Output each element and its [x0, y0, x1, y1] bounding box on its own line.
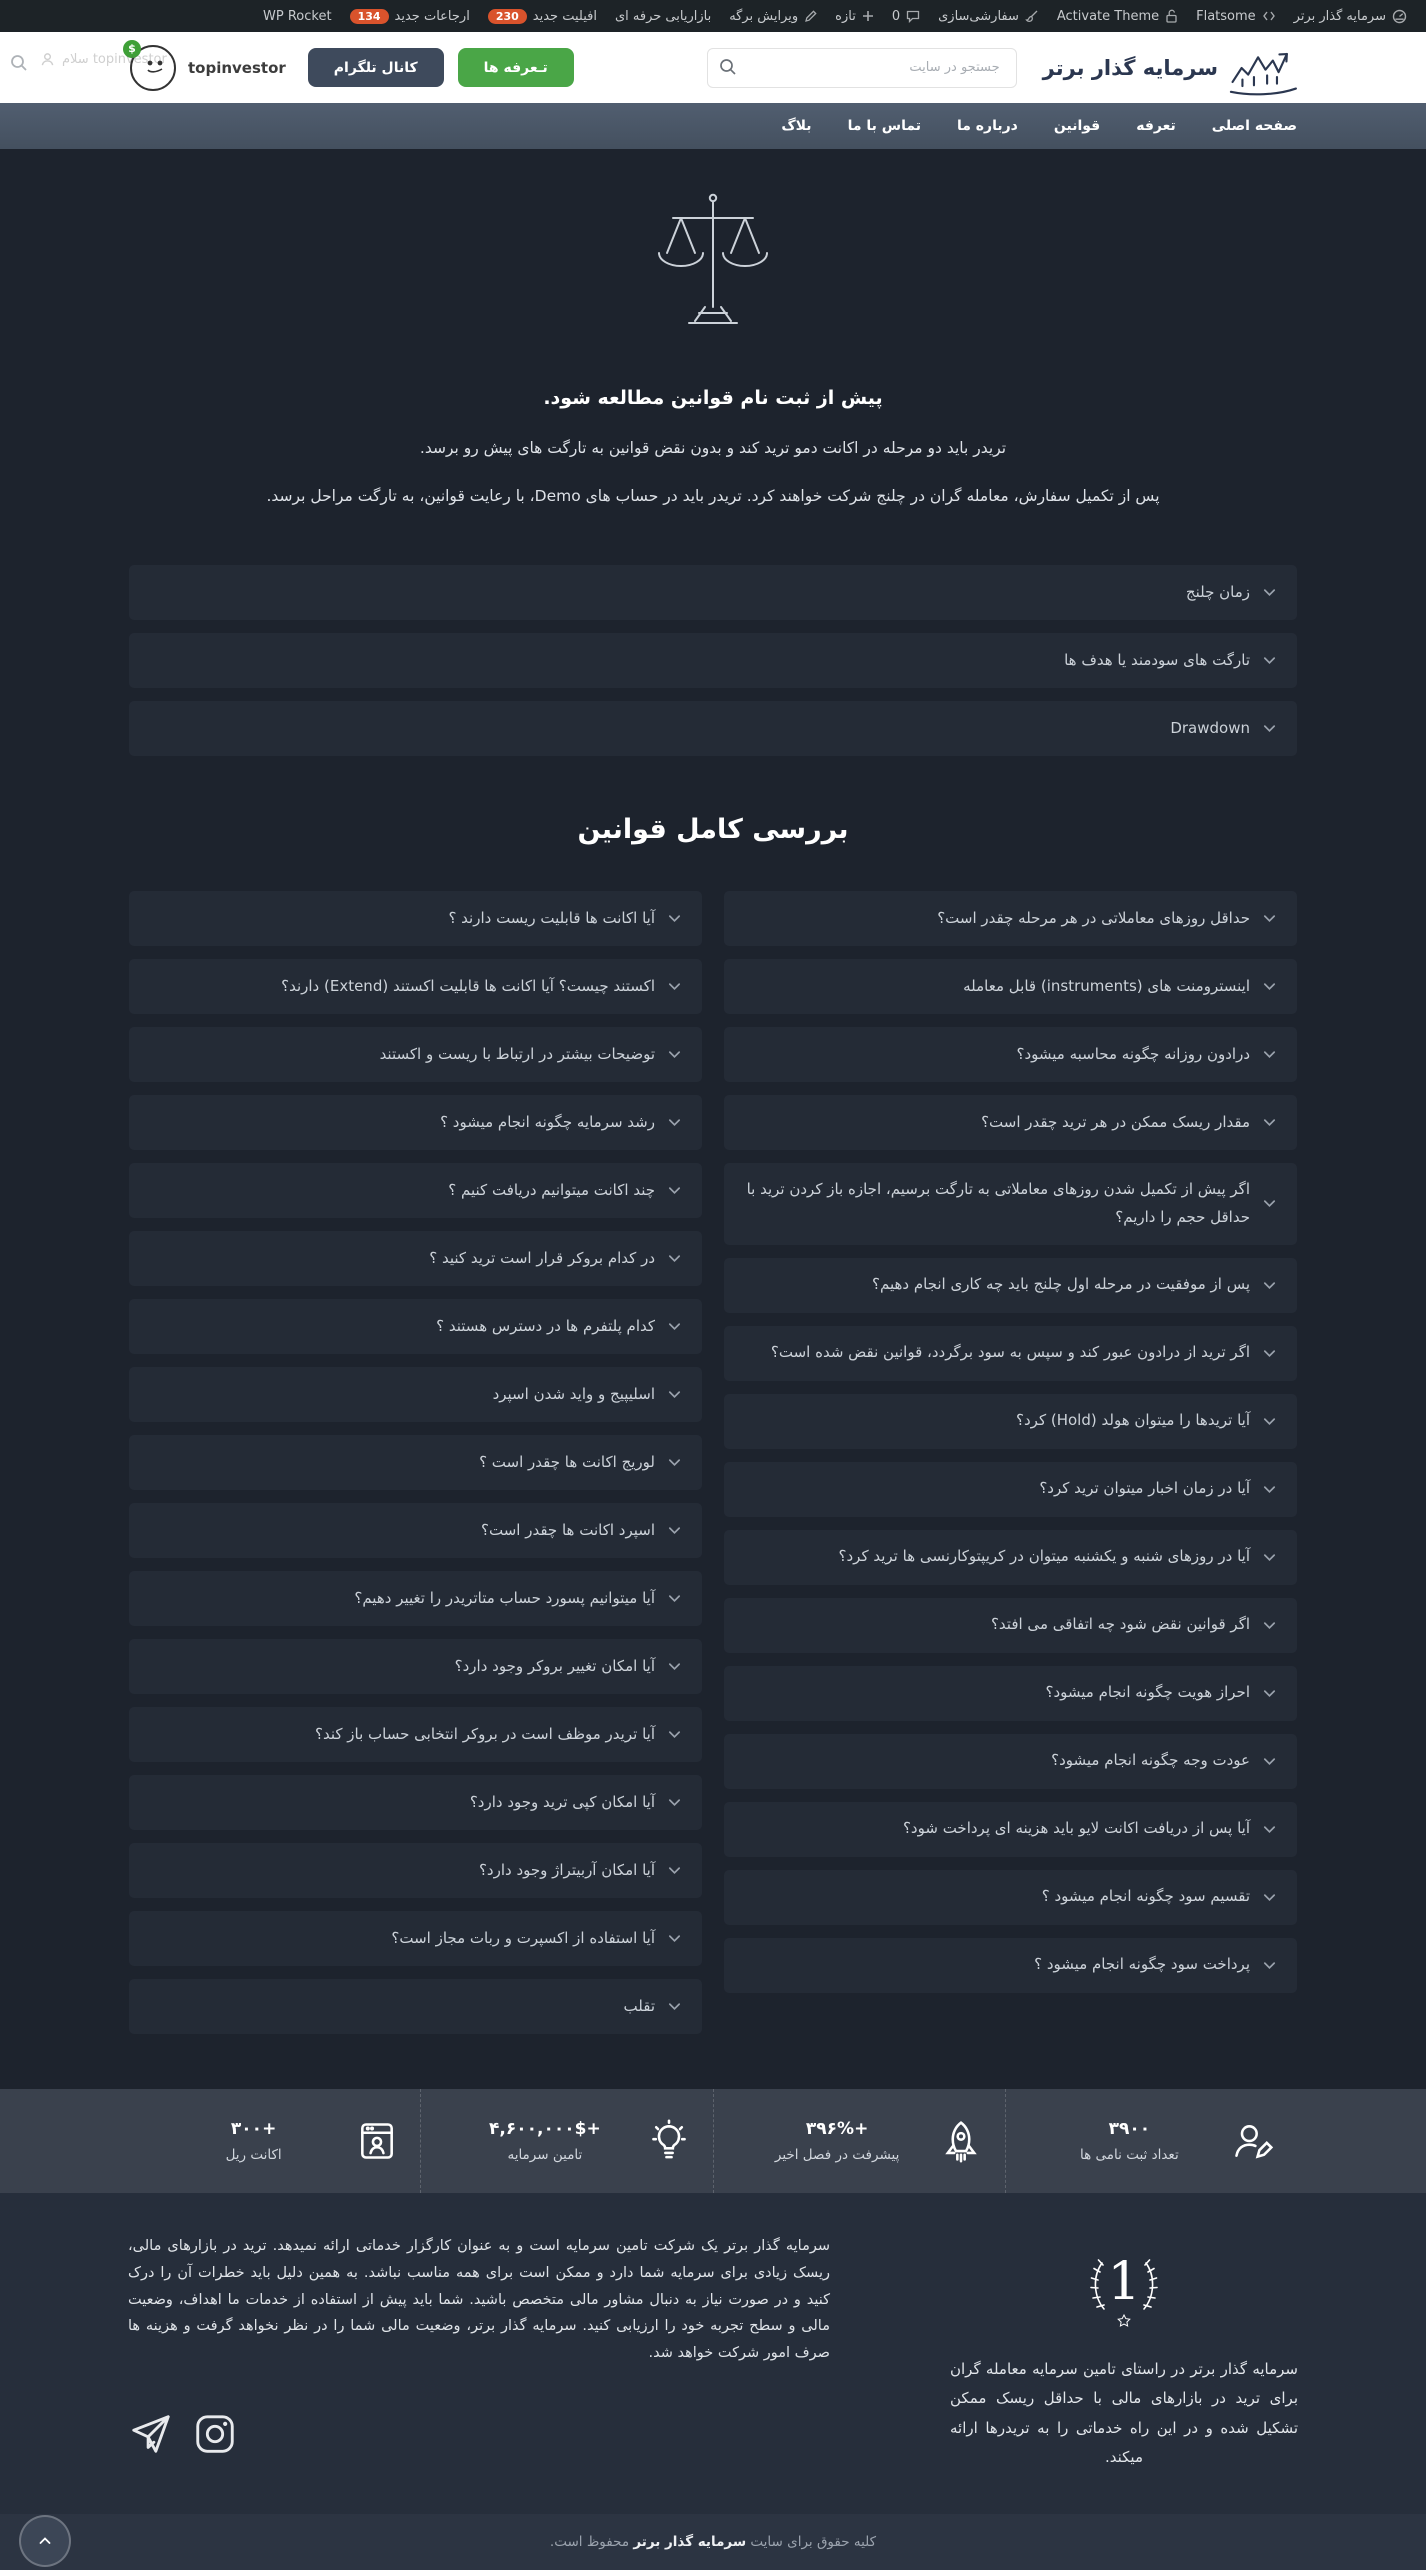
faq-question: در کدام بروکر قرار است ترید کنید ؟	[429, 1248, 655, 1267]
chevron-down-icon	[1262, 1278, 1277, 1293]
faq-question: توضیحات بیشتر در ارتباط با ریست و اکستند	[379, 1044, 655, 1063]
faq-question: آیا میتوانیم پسورد حساب متاتریدر را تغییر دهیم؟	[354, 1588, 655, 1607]
faq-column-left	[129, 891, 702, 2034]
admin-flatsome-label: Flatsome	[1196, 8, 1256, 24]
faq-question: رشد سرمایه چگونه انجام میشود ؟	[440, 1112, 655, 1131]
dashboard-gauge-icon	[1392, 9, 1407, 24]
search-input[interactable]	[707, 48, 1017, 88]
bull-logo-icon	[1226, 39, 1300, 97]
stat-registrations	[1006, 2089, 1297, 2193]
search-icon[interactable]	[719, 58, 737, 76]
nav-item[interactable]: صفحه اصلی	[1211, 118, 1297, 134]
avatar-dollar-badge: $	[123, 40, 141, 58]
faq-grid	[129, 891, 1297, 2034]
faq-accordion-item[interactable]	[129, 891, 702, 946]
affiliate-count-badge: 230	[488, 9, 527, 24]
site-logo[interactable]	[1043, 39, 1300, 97]
telegram-channel-button[interactable]: کانال تلگرام	[308, 48, 444, 87]
footer-about-text: سرمایه گذار برتر در راستای تامین سرمایه معامله گران برای ترید در بازارهای مالی با حداقل ریسک ممکن تشکیل شده و در این راه خدماتی را به تریدرها ارائه میکند.	[950, 2360, 1298, 2466]
faq-accordion-item[interactable]	[129, 1503, 702, 1558]
chevron-down-icon	[1262, 1482, 1277, 1497]
faq-accordion-item[interactable]	[129, 1639, 702, 1694]
faq-question: اگر ترید از درادون عبور کند و سپس به سود برگردد، قوانین نقض شده است؟	[770, 1343, 1250, 1362]
rocket-icon	[939, 2119, 983, 2163]
faq-accordion-item[interactable]	[724, 1394, 1297, 1449]
hero-line1: تریدر باید دو مرحله در اکانت دمو ترید کند و بدون نقض قوانین به تارگت های پیش رو برسد.	[419, 439, 1007, 457]
faq-accordion-item[interactable]	[129, 1027, 702, 1082]
chevron-down-icon	[667, 1523, 682, 1538]
chevron-down-icon	[1262, 1550, 1277, 1565]
chevron-down-icon	[1262, 1686, 1277, 1701]
faq-accordion-item[interactable]	[724, 1802, 1297, 1857]
chevron-down-icon	[667, 911, 682, 926]
site-header	[0, 32, 1426, 103]
chevron-down-icon	[1262, 1414, 1277, 1429]
chevron-down-icon	[667, 1659, 682, 1674]
faq-question: اسلیپیج و واید شدن اسپرد	[492, 1384, 655, 1403]
faq-question: اسپرد اکانت ها چقدر است؟	[481, 1520, 655, 1539]
nav-item[interactable]: درباره ما	[956, 118, 1018, 134]
referrals-count-badge: 134	[350, 9, 389, 24]
faq-accordion-item[interactable]	[129, 1095, 702, 1150]
faq-question: عودت وجه چگونه انجام میشود؟	[1051, 1751, 1250, 1770]
faq-accordion-item[interactable]	[129, 1843, 702, 1898]
faq-question: حداقل روزهای معاملاتی در هر مرحله چقدر است؟	[937, 908, 1250, 927]
faq-accordion-item[interactable]	[724, 1163, 1297, 1245]
stats-bar	[0, 2089, 1426, 2193]
hero-line2: پس از تکمیل سفارش، معامله گران در چلنج شرکت خواهند کرد. تریدر باید در حساب های Demo، با رعایت قوانین، به تارگت مراحل برسد.	[266, 487, 1160, 505]
faq-accordion-item[interactable]	[724, 1462, 1297, 1517]
faq-question: آیا تریدر موظف است در بروکر انتخابی حساب باز کند؟	[315, 1724, 655, 1743]
accordion-item[interactable]	[129, 701, 1297, 756]
faq-question: لوریج اکانت ها چقدر است ؟	[479, 1452, 655, 1471]
faq-accordion-item[interactable]	[724, 1326, 1297, 1381]
top-accordions	[129, 565, 1297, 756]
faq-question: آیا پس از دریافت اکانت لایو باید هزینه ای پرداخت شود؟	[902, 1819, 1250, 1838]
stat-real-accounts	[129, 2089, 421, 2193]
faq-accordion-item[interactable]	[724, 959, 1297, 1014]
admin-edit-label: ویرایش برگه	[729, 8, 799, 24]
unlock-icon	[1165, 9, 1178, 23]
ghost-greeting	[40, 52, 167, 67]
stat-funding	[421, 2089, 713, 2193]
faq-column-right	[724, 891, 1297, 1993]
scroll-to-top-button[interactable]	[19, 2515, 71, 2567]
account-card-icon	[356, 2119, 398, 2163]
laurel-number-one-icon	[1066, 2237, 1182, 2329]
user-edit-icon	[1231, 2119, 1275, 2163]
justice-scales-icon	[642, 191, 784, 341]
stat-progress	[714, 2089, 1006, 2193]
faq-question: آیا امکان آربیتراژ وجود دارد؟	[478, 1860, 655, 1879]
chevron-down-icon	[1262, 1047, 1277, 1062]
faq-question: آیا اکانت ها قابلیت ریست دارند ؟	[448, 908, 655, 927]
main-nav	[0, 103, 1426, 149]
nav-item[interactable]: بلاگ	[781, 118, 812, 134]
nav-item[interactable]: قوانین	[1053, 118, 1101, 134]
nav-items	[129, 118, 1297, 134]
chevron-down-icon	[667, 979, 682, 994]
faq-accordion-item[interactable]	[129, 1163, 702, 1218]
faq-accordion-item[interactable]	[129, 1707, 702, 1762]
wp-admin-bar	[0, 0, 1426, 32]
sticky-search-icon[interactable]	[10, 54, 28, 72]
user-icon	[40, 52, 55, 67]
admin-wp-rocket-label: WP Rocket	[263, 8, 332, 24]
chevron-up-icon	[37, 2533, 53, 2549]
faq-accordion-item[interactable]	[724, 1734, 1297, 1789]
admin-new-label: تازه	[835, 8, 856, 24]
accordion-item[interactable]	[129, 633, 1297, 688]
faq-accordion-item[interactable]	[129, 1367, 702, 1422]
tariffs-button[interactable]: تـعرفه ها	[458, 48, 574, 87]
chevron-down-icon	[667, 1115, 682, 1130]
faq-question: آیا در روزهای شنبه و یکشنبه میتوان در کریپتوکارنسی ها ترید کرد؟	[838, 1547, 1250, 1566]
admin-site-name: سرمایه گذار برتر	[1293, 8, 1386, 24]
faq-accordion-item[interactable]	[129, 1231, 702, 1286]
faq-accordion-item[interactable]	[129, 1435, 702, 1490]
ghost-greeting-text: سلام topinvestor	[62, 52, 167, 67]
chevron-down-icon	[667, 1727, 682, 1742]
chevron-down-icon	[1262, 1196, 1277, 1211]
nav-item[interactable]: تماس با ما	[847, 118, 921, 134]
admin-referrals[interactable]	[341, 0, 479, 32]
chevron-down-icon	[667, 1591, 682, 1606]
faq-accordion-item[interactable]	[724, 1530, 1297, 1585]
chevron-down-icon	[1262, 1822, 1277, 1837]
faq-accordion-item[interactable]	[724, 1666, 1297, 1721]
faq-accordion-item[interactable]	[724, 1598, 1297, 1653]
faq-question: اگر پیش از تکمیل شدن روزهای معاملاتی به تارگت برسیم، اجازه باز کردن ترید با حداقل حجم را داریم؟	[746, 1180, 1250, 1226]
admin-site-menu[interactable]	[1285, 0, 1416, 32]
faq-question: اینسترومنت های (instruments) قابل معامله	[963, 976, 1250, 995]
admin-flatsome[interactable]	[1187, 0, 1285, 32]
admin-comments-count: 0	[891, 8, 901, 24]
faq-accordion-item[interactable]	[129, 1775, 702, 1830]
faq-accordion-item[interactable]	[129, 1299, 702, 1354]
stat-value: +۳۹۶%	[805, 2119, 869, 2139]
admin-marketing-label: بازاریابی حرفه ای	[614, 8, 712, 24]
footer-disclaimer-text: سرمایه گذار برتر یک شرکت تامین سرمایه است و به عنوان کارگزار خدماتی ارائه نمیدهد. ترید در بازارهای مالی، ریسک زیادی برای سرمایه شما دارد و ممکن است برای همه مناسب نباشد. به همین دلیل باید خطرات آن را درک کنید و در صورت نیاز به دنبال مشاور مالی متخصص باشید. شما باید پیش از استفاده از خدمات ما اهداف، وضعیت مالی و سطح تجربه خود را ارزیابی کنید. سرمایه گذار برتر، وضعیت مالی شما را در نظر نخواهد گرفت و هزینه ها صرف امور شرکت خواهد شد.	[128, 2238, 830, 2362]
comment-bubble-icon	[906, 10, 920, 23]
chevron-down-icon	[667, 1251, 682, 1266]
faq-accordion-item[interactable]	[724, 1938, 1297, 1993]
chevron-down-icon	[1262, 721, 1277, 736]
logo-text: سرمایه گذار برتر	[1042, 55, 1218, 80]
faq-question: مقدار ریسک ممکن در هر ترید چقدر است؟	[981, 1112, 1250, 1131]
admin-edit-page[interactable]	[720, 0, 826, 32]
chevron-down-icon	[1262, 1890, 1277, 1905]
chevron-down-icon	[667, 1999, 682, 2014]
admin-customize-label: سفارشی‌سازی	[938, 8, 1019, 24]
copyright-text	[550, 2534, 876, 2550]
chevron-down-icon	[1262, 585, 1277, 600]
admin-new[interactable]	[826, 0, 883, 32]
faq-question: آیا تریدها را میتوان هولد (Hold) کرد؟	[1016, 1411, 1250, 1430]
admin-referrals-label: ارجاعات جدید	[394, 8, 470, 24]
copyright-prefix: کلیه حقوق برای سایت	[750, 2534, 877, 2550]
chevron-down-icon	[1262, 1754, 1277, 1769]
chevron-down-icon	[667, 1455, 682, 1470]
footer-about-column	[950, 2233, 1298, 2472]
pencil-icon	[804, 10, 817, 23]
lightbulb-icon	[647, 2119, 691, 2163]
admin-activate-theme[interactable]	[1048, 0, 1187, 32]
instagram-icon[interactable]	[192, 2411, 238, 2457]
chevron-down-icon	[1262, 653, 1277, 668]
chevron-down-icon	[667, 1183, 682, 1198]
accordion-title: Drawdown	[1170, 718, 1250, 737]
faq-question: آیا امکان تغییر بروکر وجود دارد؟	[454, 1656, 655, 1675]
social-icons	[128, 2411, 830, 2457]
svg-text:1: 1	[1107, 2252, 1141, 2312]
telegram-icon[interactable]	[128, 2411, 174, 2457]
faq-accordion-item[interactable]	[129, 959, 702, 1014]
accordion-title: زمان چلنج	[1185, 582, 1250, 601]
faq-question: پرداخت سود چگونه انجام میشود ؟	[1034, 1955, 1250, 1974]
admin-marketing[interactable]	[606, 0, 720, 32]
faq-accordion-item[interactable]	[129, 1571, 702, 1626]
faq-accordion-item[interactable]	[129, 1979, 702, 2034]
main-content	[0, 149, 1426, 2089]
admin-affiliate-label: افیلیت جدید	[532, 8, 597, 24]
faq-question: پس از موفقیت در مرحله اول چلنج باید چه کاری انجام دهیم؟	[872, 1275, 1250, 1294]
username-label[interactable]: topinvestor	[188, 58, 286, 77]
nav-item[interactable]: تعرفه	[1136, 118, 1176, 134]
faq-question: درادون روزانه چگونه محاسبه میشود؟	[1016, 1044, 1250, 1063]
chevron-down-icon	[667, 1931, 682, 1946]
faq-accordion-item[interactable]	[724, 1095, 1297, 1150]
chevron-down-icon	[1262, 1618, 1277, 1633]
chevron-down-icon	[1262, 1346, 1277, 1361]
accordion-item[interactable]	[129, 565, 1297, 620]
accordion-title: تارگت های سودمند یا هدف ها	[1064, 650, 1250, 669]
faq-question: چند اکانت میتوانیم دریافت کنیم ؟	[448, 1180, 655, 1199]
hero-title: پیش از ثبت نام قوانین مطالعه شود.	[543, 387, 883, 409]
faq-accordion-item[interactable]	[724, 1027, 1297, 1082]
stat-label: اکانت ریل	[225, 2147, 282, 2163]
paintbrush-icon	[1025, 9, 1039, 23]
admin-activate-label: Activate Theme	[1056, 8, 1160, 24]
faq-question: آیا امکان کپی ترید وجود دارد؟	[469, 1792, 655, 1811]
code-angles-icon	[1262, 10, 1276, 22]
chevron-down-icon	[667, 1863, 682, 1878]
faq-question: آیا در زمان اخبار میتوان ترید کرد؟	[1039, 1479, 1250, 1498]
chevron-down-icon	[1262, 1115, 1277, 1130]
stat-label: پیشرفت در فصل اخیر	[774, 2147, 900, 2163]
chevron-down-icon	[1262, 1958, 1277, 1973]
plus-icon	[862, 10, 874, 22]
admin-comments[interactable]	[883, 0, 929, 32]
faq-accordion-item[interactable]	[724, 1870, 1297, 1925]
faq-accordion-item[interactable]	[129, 1911, 702, 1966]
chevron-down-icon	[667, 1795, 682, 1810]
admin-wp-rocket[interactable]	[254, 0, 341, 32]
stat-value: +۴,۶۰۰,۰۰۰$	[489, 2119, 601, 2139]
stat-label: تامین سرمایه	[507, 2147, 583, 2163]
faq-accordion-item[interactable]	[724, 1258, 1297, 1313]
faq-question: تقلب	[623, 1996, 655, 2015]
chevron-down-icon	[667, 1387, 682, 1402]
stat-value: ۳۹۰۰	[1108, 2119, 1151, 2139]
chevron-down-icon	[1262, 979, 1277, 994]
faq-question: اکستند چیست؟ آیا اکانت ها قابلیت اکستند (Extend) دارند؟	[281, 976, 655, 995]
faq-accordion-item[interactable]	[724, 891, 1297, 946]
faq-question: تقسیم سود چگونه انجام میشود ؟	[1041, 1887, 1250, 1906]
faq-question: احراز هویت چگونه انجام میشود؟	[1045, 1683, 1250, 1702]
faq-question: آیا استفاده از اکسپرت و ربات مجاز است؟	[391, 1928, 655, 1947]
footer-disclaimer-column	[128, 2233, 830, 2472]
admin-affiliate[interactable]	[479, 0, 606, 32]
chevron-down-icon	[1262, 911, 1277, 926]
chevron-down-icon	[667, 1047, 682, 1062]
stat-value: +۳۰۰	[230, 2119, 277, 2139]
faq-question: کدام پلتفرم ها در دسترس هستند ؟	[436, 1316, 655, 1335]
footer	[0, 2193, 1426, 2514]
admin-customize[interactable]	[929, 0, 1048, 32]
copyright-suffix: محفوظ است.	[549, 2534, 630, 2550]
rules-section-title: بررسی کامل قوانین	[577, 814, 849, 845]
faq-question: اگر قوانین نقض شود چه اتفاقی می افتد؟	[990, 1615, 1250, 1634]
copyright-bar	[0, 2514, 1426, 2570]
copyright-site-name: سرمایه گذار برتر	[633, 2534, 747, 2550]
stat-label: تعداد ثبت نامی ها	[1080, 2147, 1179, 2163]
chevron-down-icon	[667, 1319, 682, 1334]
header-search	[707, 48, 1017, 88]
